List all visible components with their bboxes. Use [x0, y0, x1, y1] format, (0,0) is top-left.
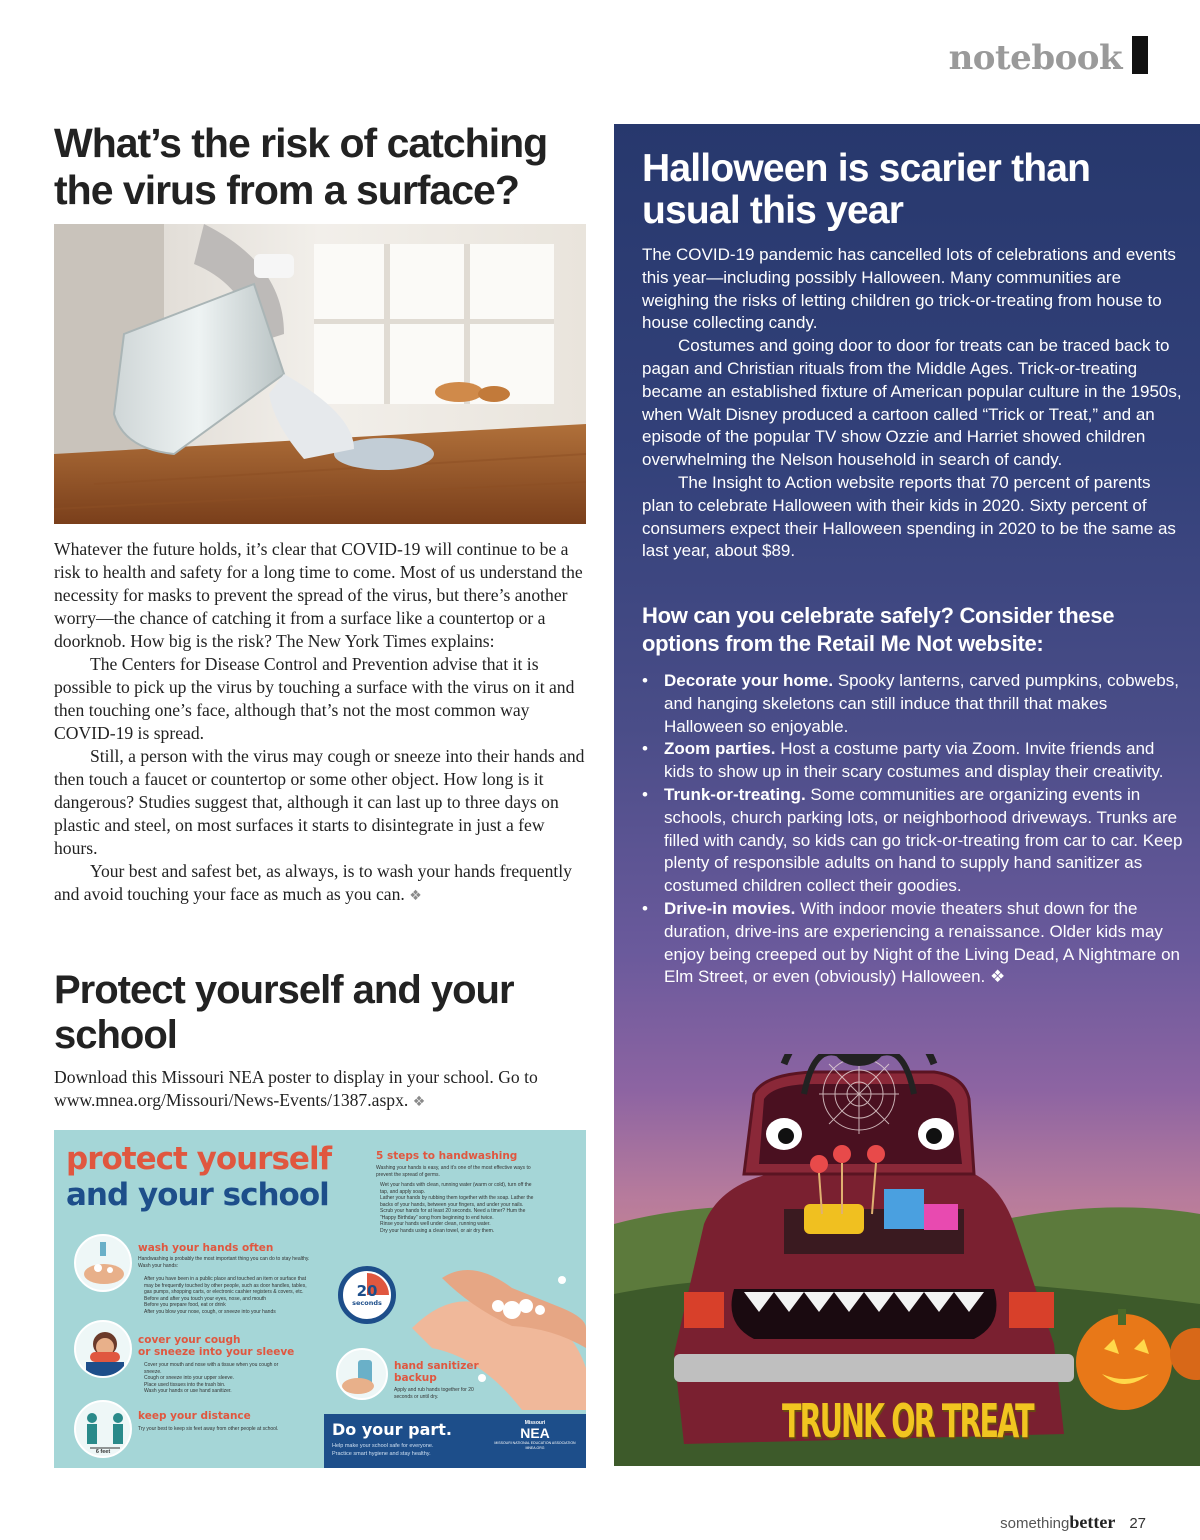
poster-banner-subtitle — [332, 1442, 434, 1458]
poster-wash-item: Before and after you touch your eyes, nose, and mouth — [144, 1295, 267, 1302]
cough-person-icon — [74, 1320, 132, 1378]
halloween-title: Halloween is scarier than usual this year — [642, 147, 1091, 232]
washing-hands-illustration — [402, 1248, 586, 1410]
mnea-poster — [54, 1130, 586, 1468]
halloween-panel — [614, 124, 1200, 1466]
poster-steps-intro: Washing your hands is easy, and it’s one of the most effective ways to prevent the spread of germs. — [376, 1165, 531, 1178]
poster-cover-item: Wash your hands or use hand sanitizer. — [144, 1388, 232, 1394]
poster-banner-line2: Practice smart hygiene and stay healthy. — [332, 1451, 431, 1457]
paragraph: Costumes and going door to door for treats can be traced back to pagan and Christian rituals from the Middle Ages. Trick-or-treating became an established fixture of American popular culture in the 1950s, when Walt Disney produced a cartoon called “Trick or Treat,” and an episode of the popular TV show Ozzie and Harriet showed children overwhelming the Nelson household in search of candy. — [642, 336, 1182, 470]
poster-wash-intro: Handwashing is probably the most important thing you can do to stay healthy. Wash your hands: — [138, 1256, 310, 1269]
list-item — [642, 898, 1187, 989]
poster-banner-line1: Help make your school safe for everyone. — [332, 1443, 434, 1449]
handwash-icon — [74, 1234, 132, 1292]
paragraph: The Centers for Disease Control and Prevention advise that it is possible to pick up the virus by touching a surface with the virus on it and then touching one’s face, although that’s not the most common way COVID-19 is spread. — [54, 654, 575, 743]
poster-title-line2: and your school — [66, 1177, 329, 1213]
poster-step: Wet your hands with clean, running water (warm or cold), turn off the tap, and apply soap. — [380, 1182, 532, 1195]
halloween-body — [642, 244, 1187, 563]
poster-sanitizer-heading-2: backup — [394, 1372, 437, 1384]
download-instructions — [54, 1066, 586, 1114]
poster-distance-heading: keep your distance — [138, 1410, 251, 1422]
option-text: Host a costume party via Zoom. Invite friends and kids to show up in their scary costumes and display their creativity. — [664, 739, 1164, 782]
list-item — [642, 784, 1187, 898]
section-bar — [1132, 36, 1148, 74]
distance-label: 6 feet — [95, 1449, 111, 1455]
poster-cover-list — [144, 1362, 294, 1395]
logo-main: NEA — [520, 1425, 550, 1441]
end-mark-icon: ❖ — [412, 1094, 426, 1110]
footer-brand-bold: better — [1069, 1512, 1116, 1532]
paragraph: The Insight to Action website reports that 70 percent of parents plan to celebrate Halloween with their kids in 2020. Sixty percent of consumers expect their Halloween spending in 2020 to be the same as last year, about $89. — [642, 472, 1176, 561]
option-text: Some communities are organizing events in schools, church parking lots, or neighborhood driveways. Trunks are filled with candy, so kids can go trick-or-treating from car to car. Keep plenty of responsible adults on hand to supply hand sanitizer as costumed children collect their goodies. — [664, 784, 1183, 896]
poster-steps-list — [380, 1182, 535, 1234]
poster-cover-heading-1: cover your cough — [138, 1334, 241, 1346]
cleaning-photo-illustration — [54, 224, 586, 524]
poster-wash-list — [144, 1276, 314, 1315]
paragraph: Still, a person with the virus may cough or sneeze into their hands and then touch a faucet or countertop or some other object. How long is it dangerous? Studies suggest that, although it can last up to three days on plastic and steel, on most surfaces it starts to disintegrate in just a few hours. — [54, 746, 585, 858]
poster-title-line1: protect yourself — [66, 1141, 332, 1177]
distance-people-icon — [74, 1400, 132, 1458]
paragraph-with-endmark — [54, 860, 586, 908]
poster-step: Rinse your hands well under clean, running water. — [380, 1221, 491, 1227]
poster-banner — [324, 1414, 586, 1468]
logo-org: MISSOURI NATIONAL EDUCATION ASSOCIATION — [494, 1441, 576, 1445]
logo-top: Missouri — [524, 1420, 546, 1426]
bullet-icon: • — [642, 671, 648, 690]
poster-sanitizer-heading-1: hand sanitizer — [394, 1360, 479, 1372]
option-text: With indoor movie theaters shut down for the duration, drive-ins are experiencing a renaissance. Older kids may enjoy being creeped out by Night of the Living Dead, A Nightmare on Elm Street, or even (obviously) Halloween. — [664, 898, 1181, 987]
paragraph: Your best and safest bet, as always, is to wash your hands frequently and avoid touching your face as much as you can. — [54, 861, 572, 904]
timer-number: 20 — [356, 1282, 378, 1300]
end-mark-icon: ❖ — [989, 967, 1006, 987]
bullet-icon: • — [642, 784, 648, 804]
poster-wash-item: After you have been in a public place and touched an item or surface that may be frequently touched by other people, such as door handles, tables, gas pumps, shopping carts, or electronic cashier registers & covers, etc. — [144, 1276, 307, 1295]
list-item — [642, 670, 1187, 738]
download-text: Download this Missouri NEA poster to display in your school. Go to www.mnea.org/Missouri/News-Events/1387.aspx. — [54, 1067, 538, 1110]
paragraph: Whatever the future holds, it’s clear that COVID-19 will continue to be a risk to health and safety for a long time to come. Most of us understand the necessity for masks to prevent the spread of the virus, but there’s another worry—the chance of catching it from a surface like a countertop or a doorknob. How big is the risk? The New York Times explains: — [54, 539, 583, 651]
bullet-icon: • — [642, 898, 648, 918]
section-label: notebook — [948, 38, 1122, 78]
option-term: Decorate your home. — [664, 671, 834, 690]
footer-brand-light: something — [1000, 1515, 1070, 1532]
option-term: Zoom parties. — [664, 739, 776, 759]
cleaning-photo — [54, 224, 586, 524]
bullet-icon: • — [642, 739, 648, 759]
timer-icon — [338, 1266, 396, 1324]
paragraph: The COVID-19 pandemic has cancelled lots of celebrations and events this year—including possibly Halloween. Many communities are weighing the risks of letting children go trick-or-treating from house to house collecting candy. — [642, 245, 1176, 333]
poster-cover-item: Cough or sneeze into your upper sleeve. — [144, 1375, 235, 1381]
halloween-subheading: How can you celebrate safely? Consider these options from the Retail Me Not website: — [642, 603, 1115, 656]
poster-step: Dry your hands using a clean towel, or air dry them. — [380, 1227, 495, 1234]
poster-step: Scrub your hands for at least 20 seconds. Need a timer? Hum the “Happy Birthday” song from beginning to end twice. — [380, 1208, 526, 1221]
page-number: 27 — [1129, 1515, 1146, 1532]
poster-cover-item: Cover your mouth and nose with a tissue when you cough or sneeze. — [144, 1362, 279, 1375]
trunk-or-treat-caption: TRUNK OR TREAT — [782, 1394, 1033, 1448]
poster-cover-heading — [138, 1334, 294, 1358]
option-term: Drive-in movies. — [664, 898, 796, 918]
poster-step: Lather your hands by rubbing them together with the soap. Lather the backs of your hands, between your fingers, and under your nails. — [380, 1195, 534, 1208]
poster-cover-heading-2: or sneeze into your sleeve — [138, 1346, 295, 1358]
poster-sanitizer-heading — [394, 1360, 479, 1384]
halloween-options-list — [642, 670, 1187, 989]
option-text: Spooky lanterns, carved pumpkins, cobwebs, and hanging skeletons can still induce that thrill that makes Halloween so enjoyable. — [664, 671, 1179, 736]
protect-title: Protect yourself and your school — [54, 968, 514, 1057]
article-title-surface — [54, 120, 586, 214]
article-title: What’s the risk of catching the virus from a surface? — [54, 120, 548, 213]
logo-url: MNEA.ORG — [525, 1446, 545, 1450]
poster-sanitizer-text: Apply and rub hands together for 20 seconds or until dry. — [394, 1387, 474, 1400]
poster-banner-title: Do your part. — [332, 1420, 452, 1439]
sanitizer-icon — [336, 1348, 388, 1400]
option-term: Trunk-or-treating. — [664, 784, 806, 804]
poster-distance-text: Try your best to keep six feet away from other people at school. — [138, 1426, 279, 1432]
list-item — [642, 738, 1187, 784]
poster-wash-item: After you blow your nose, cough, or sneeze into your hands — [144, 1308, 276, 1315]
mnea-logo — [492, 1420, 578, 1464]
page-footer — [1000, 1512, 1146, 1533]
poster-wash-item: Before you prepare food, eat or drink — [144, 1302, 226, 1308]
poster-steps-heading: 5 steps to handwashing — [376, 1150, 518, 1162]
poster-wash-heading: wash your hands often — [138, 1242, 274, 1254]
surface-article-body — [54, 538, 586, 908]
poster-cover-item: Place used tissues into the trash bin. — [144, 1381, 226, 1388]
timer-label: seconds — [352, 1299, 382, 1307]
end-mark-icon: ❖ — [409, 888, 422, 904]
